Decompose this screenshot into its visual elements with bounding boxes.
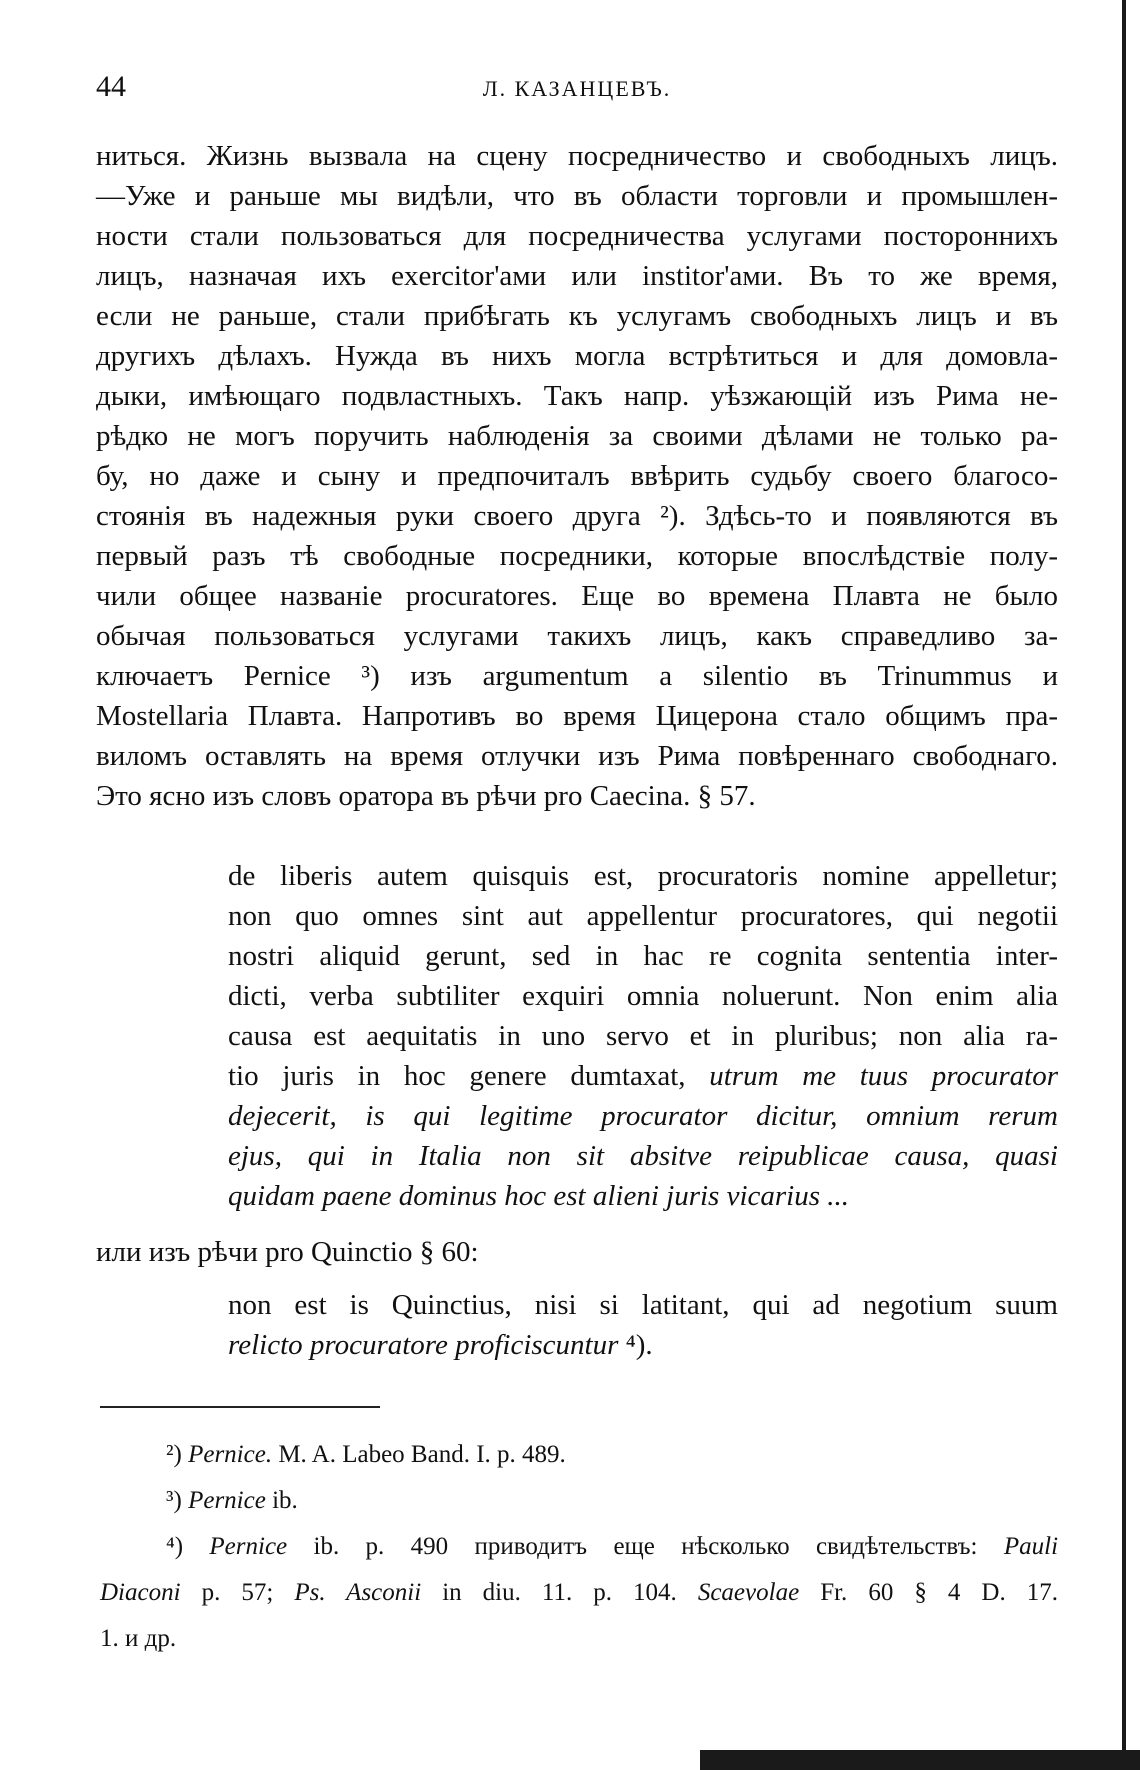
footnote-4-continued: Diaconi p. 57; Ps. Asconii in diu. 11. p. 104. Scaevolae Fr. 60 § 4 D. 17. <box>100 1579 1059 1606</box>
text-line: ключаетъ Pernice ³) изъ argumentum a silentio въ Trinummus и <box>96 660 1058 692</box>
footnote-4: ⁴) Pernice ib. p. 490 приводитъ еще нѣсколько свидѣтельствъ: Pauli <box>166 1533 1059 1560</box>
text-line: ности стали пользоваться для посредничества услугами постороннихъ <box>96 220 1058 252</box>
footnote-divider <box>100 1406 380 1408</box>
footnote-3: ³) Pernice ib. <box>166 1487 298 1514</box>
text-line: стоянія въ надежныя руки своего друга ²). Здѣсь-то и появляются въ <box>96 500 1058 532</box>
page-header <box>96 70 1058 110</box>
quote-italic-segment: utrum me tuus procurator <box>709 1060 1059 1092</box>
text-line: виломъ оставлять на время отлучки изъ Рима повѣреннаго свободнаго. <box>96 740 1058 772</box>
footnote-author: Pernice. <box>188 1441 273 1468</box>
quote-line: non est is Quinctius, nisi si latitant, qui ad negotium suum <box>228 1289 1058 1321</box>
quote-italic-line: dejecerit, is qui legitime procurator dicitur, omnium rerum <box>228 1100 1058 1132</box>
text-line: Mostellaria Плавта. Напротивъ во время Цицерона стало общимъ пра- <box>96 700 1058 732</box>
quote-line-mixed <box>228 1056 1058 1096</box>
text-line: дыки, имѣющаго подвластныхъ. Такъ напр. уѣзжающій изъ Рима не- <box>96 380 1058 412</box>
text-line: обычая пользоваться услугами такихъ лицъ, какъ справедливо за- <box>96 620 1058 652</box>
footnote-4-end: 1. и др. <box>100 1625 177 1652</box>
main-paragraph <box>96 136 1058 816</box>
footnote-author: Pernice <box>209 1533 288 1560</box>
text-line: Это ясно изъ словъ оратора въ рѣчи pro Caecina. § 57. <box>96 780 756 812</box>
footnote-author: Pernice <box>188 1487 266 1514</box>
text-line: другихъ дѣлахъ. Нужда въ нихъ могла встрѣтиться и для домовла- <box>96 340 1058 372</box>
quote-plain-segment: tio juris in hoc genere dumtaxat, <box>228 1060 686 1092</box>
footnote-2: ²) Pernice. M. A. Labeo Band. I. p. 489. <box>166 1441 566 1468</box>
quote-italic-line: quidam paene dominus hoc est alieni juris vicarius ... <box>228 1180 850 1212</box>
quote-italic-line: ejus, qui in Italia non sit absitve reipublicae causa, quasi <box>228 1140 1058 1172</box>
quote-line: dicti, verba subtiliter exquiri omnia noluerunt. Non enim alia <box>228 980 1058 1012</box>
page-number: 44 <box>96 70 126 103</box>
quote-line: de liberis autem quisquis est, procuratoris nomine appelletur; <box>228 860 1058 892</box>
quote-italic-segment: relicto procuratore proficiscuntur <box>228 1329 619 1361</box>
bottom-scan-artifact <box>700 1750 1140 1770</box>
quote-line: causa est aequitatis in uno servo et in pluribus; non alia ra- <box>228 1020 1058 1052</box>
footnote-ref: ⁴). <box>625 1329 653 1361</box>
running-head: Л. КАЗАНЦЕВЪ. <box>482 76 672 101</box>
text-line: —Уже и раньше мы видѣли, что въ области торговли и промышлен- <box>96 180 1058 212</box>
text-line: если не раньше, стали прибѣгать къ услугамъ свободныхъ лицъ и въ <box>96 300 1058 332</box>
text-line: рѣдко не могъ поручить наблюденія за своими дѣлами не только ра- <box>96 420 1058 452</box>
text-line: бу, но даже и сыну и предпочиталъ ввѣрить судьбу своего благосо- <box>96 460 1058 492</box>
bridge-text: или изъ рѣчи pro Quinctio § 60: <box>96 1236 479 1268</box>
quote-line: nostri aliquid gerunt, sed in hac re cognita sententia inter- <box>228 940 1058 972</box>
quote-line: non quo omnes sint aut appellentur procuratores, qui negotii <box>228 900 1058 932</box>
quote-pro-quinctio <box>228 1285 1058 1365</box>
quote-line-mixed <box>228 1325 1058 1365</box>
quote-pro-caecina <box>228 856 1058 1216</box>
text-line: ниться. Жизнь вызвала на сцену посредничество и свободныхъ лицъ. <box>96 140 1058 172</box>
text-line: лицъ, назначая ихъ exercitor'ами или institor'ами. Въ то же время, <box>96 260 1058 292</box>
page-edge-scan-artifact <box>1122 0 1126 1770</box>
text-line: первый разъ тѣ свободные посредники, которые впослѣдствіе полу- <box>96 540 1058 572</box>
text-line: чили общее названіе procuratores. Еще во времена Плавта не было <box>96 580 1058 612</box>
footnotes <box>100 1432 1058 1662</box>
